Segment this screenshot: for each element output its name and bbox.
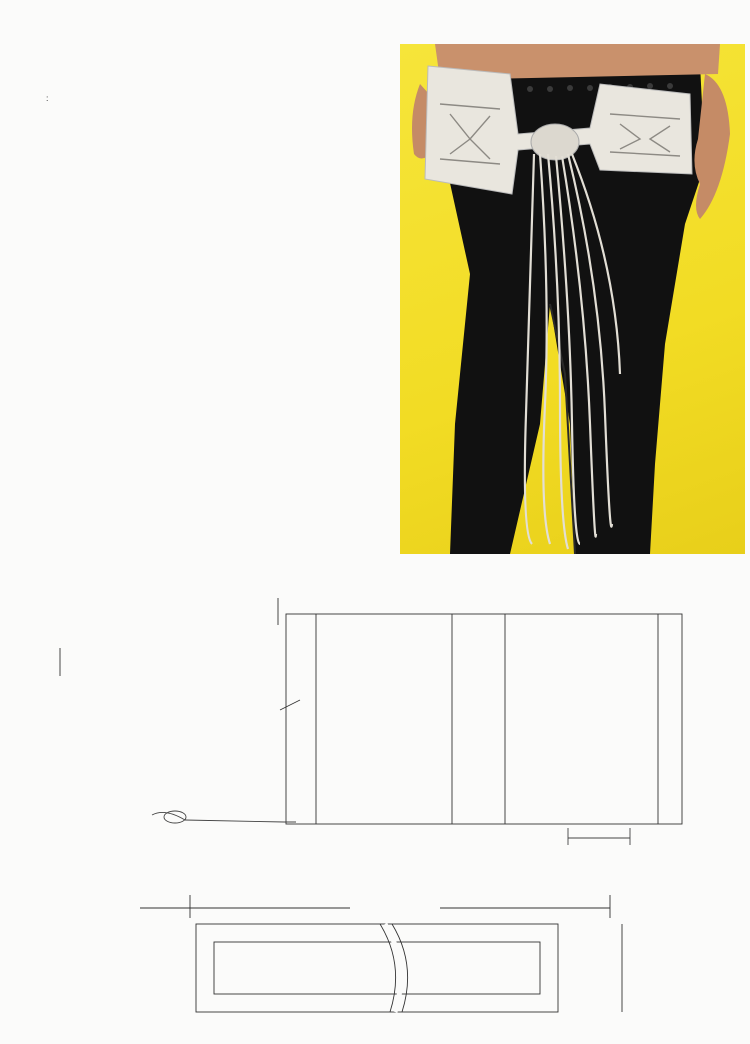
product-photo (400, 44, 745, 554)
photo-illustration (400, 44, 745, 554)
side-banner (8, 860, 38, 1025)
left-column: : (46, 93, 49, 103)
